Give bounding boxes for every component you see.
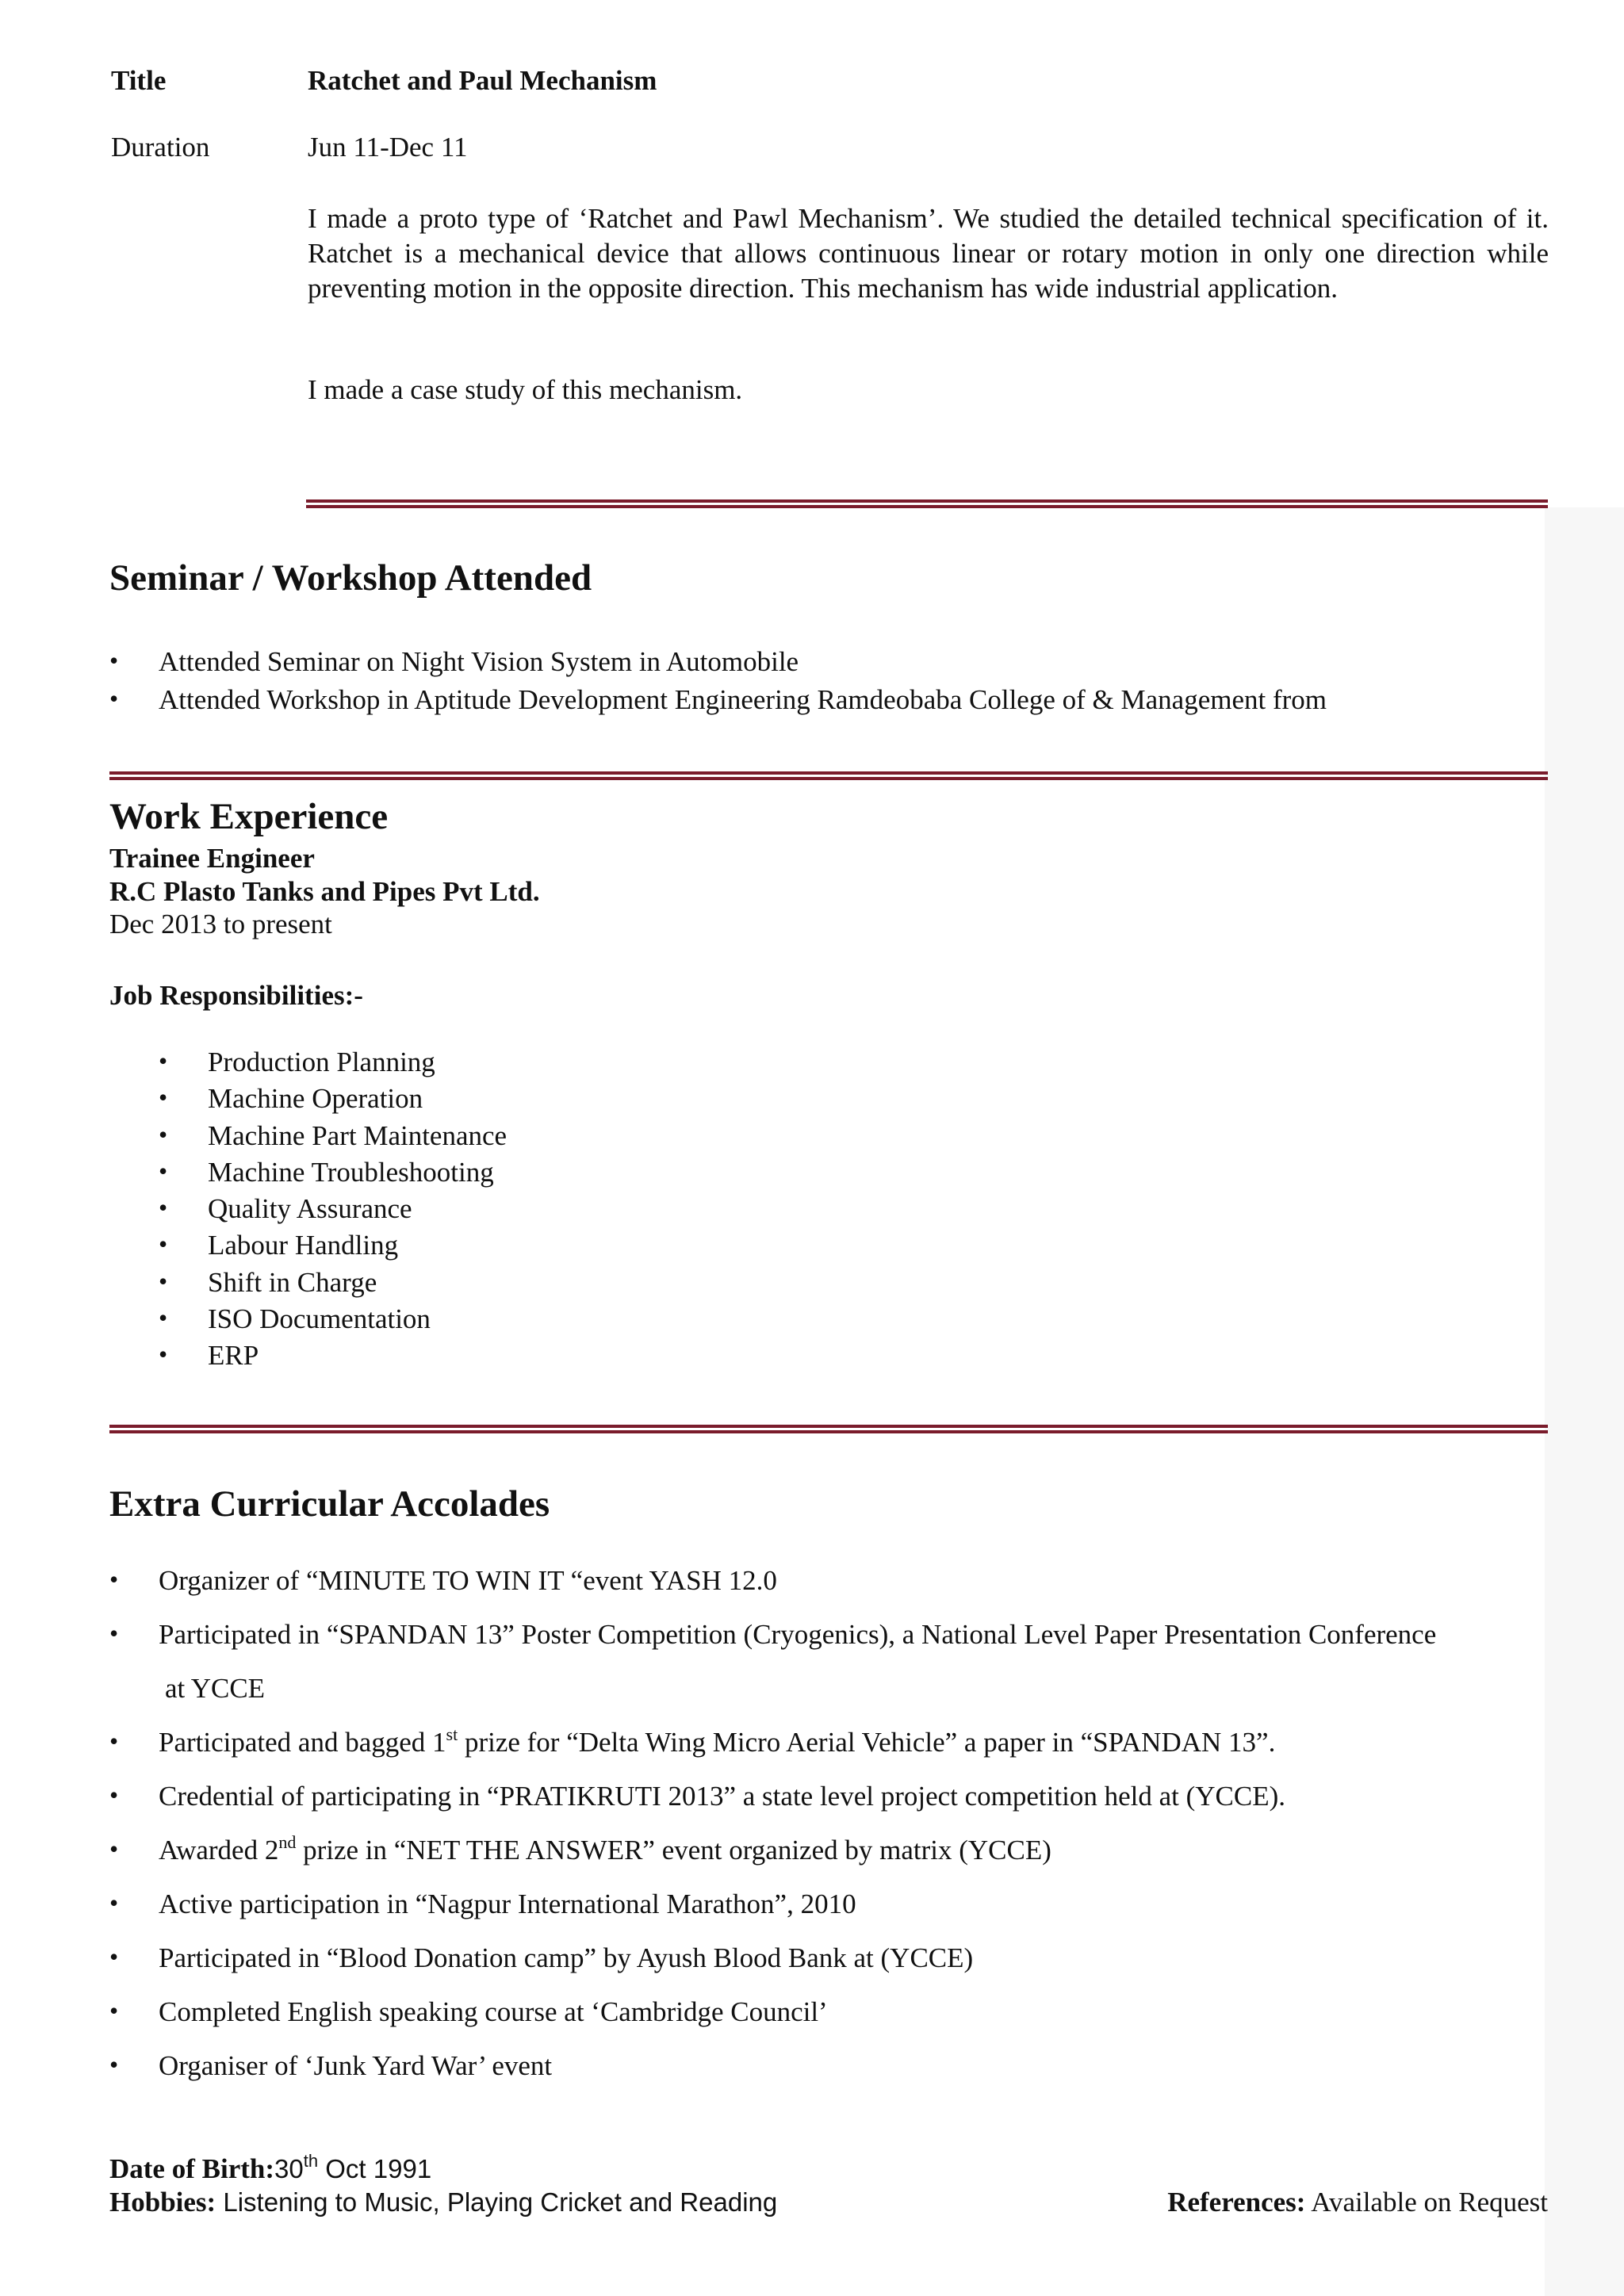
duration-label: Duration (111, 132, 210, 163)
dob-label: Date of Birth: (109, 2153, 275, 2184)
list-item: • Machine Operation (159, 1083, 423, 1115)
list-item: • Shift in Charge (159, 1266, 377, 1298)
list-item: • Machine Part Maintenance (159, 1119, 508, 1151)
bullet-icon: • (159, 1156, 168, 1185)
work-company: R.C Plasto Tanks and Pipes Pvt Ltd. (109, 876, 540, 907)
bullet-icon: • (109, 1996, 119, 2025)
section-divider (109, 1425, 1548, 1433)
bullet-icon: • (159, 1340, 168, 1369)
work-period: Dec 2013 to present (109, 909, 332, 939)
project-title: Ratchet and Paul Mechanism (308, 65, 657, 96)
bullet-icon: • (109, 646, 119, 675)
project-description: I made a proto type of ‘Ratchet and Pawl Mechanism’. We studied the detailed technical specification of it. Ratchet is a mechanical device that allows continuous linear or rotary motion in only one direction while preventing motion in the opposite direction. This mechanism has wide industrial application. (308, 203, 1549, 304)
seminar-heading: Seminar / Workshop Attended (109, 557, 592, 599)
work-role: Trainee Engineer (109, 843, 315, 874)
bullet-icon: • (159, 1193, 168, 1223)
seminar-list (109, 646, 1553, 722)
bullet-icon: • (159, 1266, 168, 1295)
responsibilities-heading: Job Responsibilities:- (109, 980, 363, 1011)
bullet-icon: • (159, 1047, 168, 1075)
list-item: • Credential of participating in “PRATIKRUTI 2013” a state level project competition held at (YCCE). (109, 1781, 1286, 1812)
list-item: • Organizer of “MINUTE TO WIN IT “event YASH 12.0 (109, 1565, 777, 1596)
bullet-icon: • (109, 1619, 119, 1647)
list-item: • Machine Troubleshooting (159, 1156, 494, 1188)
list-item: • Completed English speaking course at ‘Cambridge Council’ (109, 1996, 828, 2027)
extra-list (109, 1565, 1553, 2104)
date-of-birth: Date of Birth:30th Oct 1991 (109, 2151, 432, 2184)
references: References: Available on Request (1167, 2187, 1548, 2218)
list-item: • ERP (159, 1340, 259, 1372)
list-item: • Participated and bagged 1st prize for “Delta Wing Micro Aerial Vehicle” a paper in “SPANDAN 13”. (109, 1724, 1276, 1758)
responsibilities-list (159, 1047, 793, 1377)
list-item: • Labour Handling (159, 1230, 399, 1261)
list-item: • Active participation in “Nagpur International Marathon”, 2010 (109, 1888, 856, 1919)
hobbies-label: Hobbies: (109, 2187, 216, 2218)
bullet-icon: • (109, 684, 119, 713)
bullet-icon: • (109, 2050, 119, 2079)
work-heading: Work Experience (109, 796, 389, 837)
title-label: Title (111, 65, 167, 96)
duration-value: Jun 11-Dec 11 (308, 132, 468, 163)
list-item: • Organiser of ‘Junk Yard War’ event (109, 2050, 553, 2081)
page-edge-shade (1545, 507, 1624, 2296)
list-item: • Awarded 2nd prize in “NET THE ANSWER” event organized by matrix (YCCE) (109, 1832, 1051, 1866)
bullet-icon: • (109, 1942, 119, 1971)
bullet-icon: • (109, 1727, 119, 1755)
bullet-icon: • (109, 1781, 119, 1809)
list-item: • Attended Workshop in Aptitude Development Engineering Ramdeobaba College of & Management from (109, 684, 1327, 715)
references-label: References: (1167, 2187, 1306, 2218)
list-item: • Production Planning (159, 1047, 435, 1077)
list-item: • Participated in “Blood Donation camp” by Ayush Blood Bank at (YCCE) (109, 1942, 974, 1973)
extra-heading: Extra Curricular Accolades (109, 1483, 550, 1525)
bullet-icon: • (159, 1119, 168, 1149)
hobbies: Hobbies: Listening to Music, Playing Cricket and Reading (109, 2187, 778, 2218)
list-item: • Attended Seminar on Night Vision System in Automobile (109, 646, 799, 677)
list-item: • Participated in “SPANDAN 13” Poster Competition (Cryogenics), a National Level Paper Presentation Conference (109, 1619, 1437, 1650)
case-study-text: I made a case study of this mechanism. (308, 374, 743, 405)
list-item-continuation: at YCCE (165, 1673, 266, 1704)
bullet-icon: • (109, 1835, 119, 1863)
section-divider (306, 499, 1548, 508)
bullet-icon: • (159, 1083, 168, 1112)
bullet-icon: • (109, 1888, 119, 1917)
list-item: • Quality Assurance (159, 1193, 412, 1225)
bullet-icon: • (109, 1565, 119, 1594)
bullet-icon: • (159, 1303, 168, 1333)
list-item: • ISO Documentation (159, 1303, 431, 1335)
section-divider (109, 771, 1548, 780)
bullet-icon: • (159, 1230, 168, 1259)
